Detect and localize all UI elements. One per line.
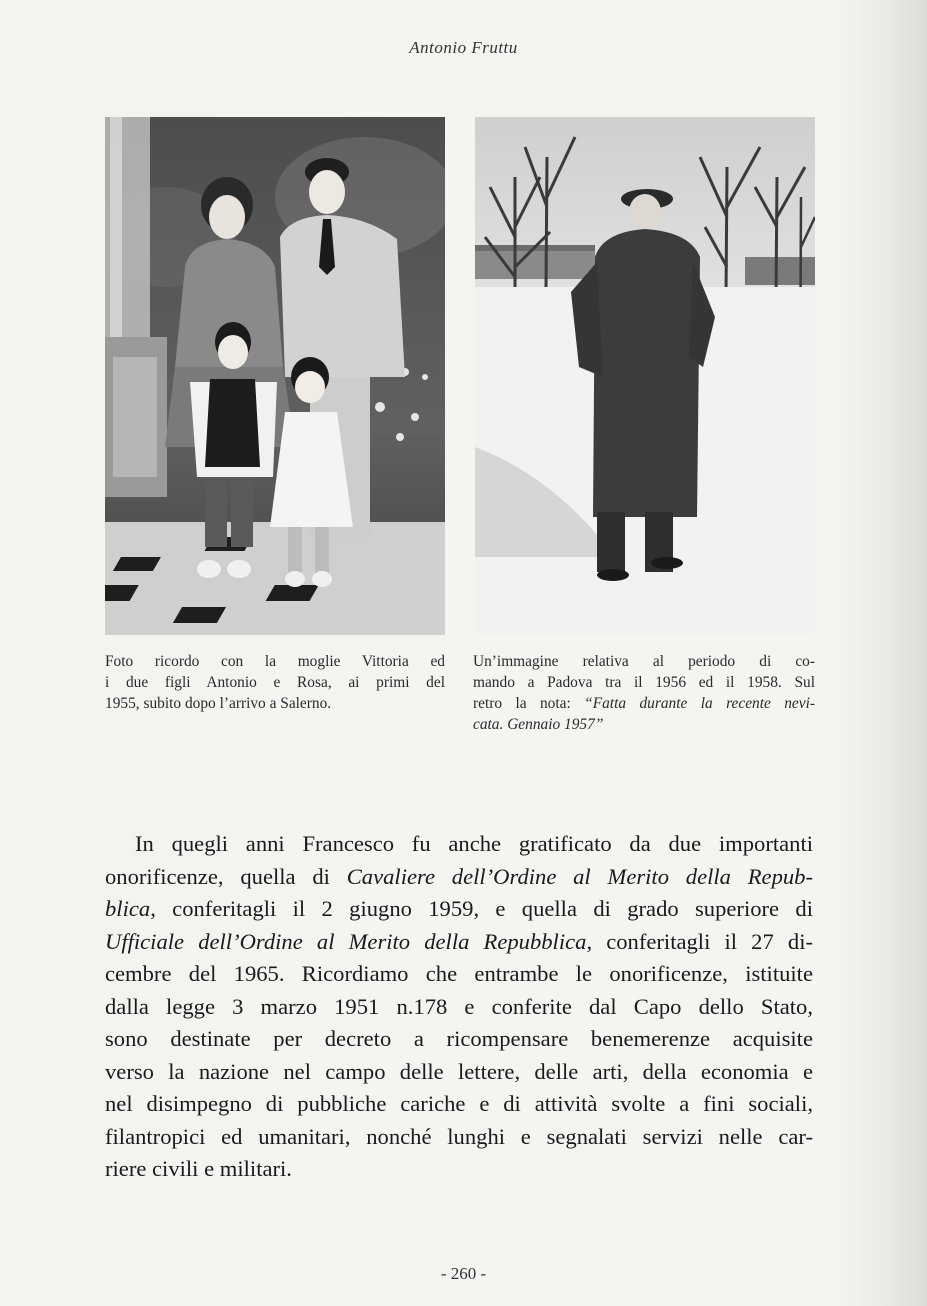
body-line: dalla legge 3 marzo 1951 n.178 e conferite dal Capo dello Stato,: [105, 993, 813, 1019]
page-number: - 260 -: [440, 1264, 487, 1283]
body-line: riere civili e militari.: [105, 1156, 292, 1181]
honor-title: Ufficiale dell’Ordine al Merito della Repubblica: [105, 928, 587, 954]
body-line: [105, 861, 813, 894]
body-line: [105, 893, 813, 926]
running-head: Antonio Fruttu: [409, 38, 518, 57]
body-text: , conferitagli il 27 di-: [586, 928, 813, 954]
body-text: , conferitagli il 2 giugno 1959, e quella di grado superiore di: [150, 896, 813, 921]
caption-right-line: [473, 714, 815, 735]
honor-title: Cavaliere dell’Ordine al Merito della Repub-: [346, 863, 814, 889]
caption-left: [105, 651, 445, 714]
caption-right-text: retro la nota:: [473, 695, 585, 712]
caption-left-line: 1955, subito dopo l’arrivo a Salerno.: [105, 695, 332, 712]
officer-in-snow-photo: [475, 117, 815, 635]
caption-left-line: Foto ricordo con la moglie Vittoria ed: [105, 653, 445, 670]
caption-right-line: mando a Padova tra il 1956 ed il 1958. Sul: [473, 674, 815, 691]
body-line: cembre del 1965. Ricordiamo che entrambe le onorificenze, istituite: [105, 961, 813, 986]
body-line: sono destinate per decreto a ricompensare benemerenze acquisite: [105, 1026, 813, 1051]
body-text: onorificenze, quella di: [105, 863, 347, 889]
caption-right-line: [473, 693, 815, 714]
caption-right: [473, 651, 815, 735]
body-line: [105, 926, 813, 959]
body-line: In quegli anni Francesco fu anche gratificato da due importanti: [135, 831, 813, 856]
body-line: filantropici ed umanitari, nonché lunghi e segnalati servizi nelle car-: [105, 1123, 813, 1149]
body-line: verso la nazione nel campo delle lettere, delle arti, della economia e: [105, 1058, 813, 1084]
body-paragraph: [105, 828, 813, 1186]
caption-left-line: i due figli Antonio e Rosa, ai primi del: [105, 674, 445, 691]
caption-right-quote: cata. Gennaio 1957”: [473, 716, 604, 733]
body-line: nel disimpegno di pubbliche cariche e di attività svolte a fini sociali,: [105, 1091, 813, 1116]
caption-right-line: Un’immagine relativa al periodo di co-: [473, 653, 815, 670]
family-portrait-photo: [105, 117, 445, 635]
caption-right-quote: “Fatta durante la recente nevi-: [584, 695, 815, 712]
honor-title: blica: [105, 896, 151, 921]
